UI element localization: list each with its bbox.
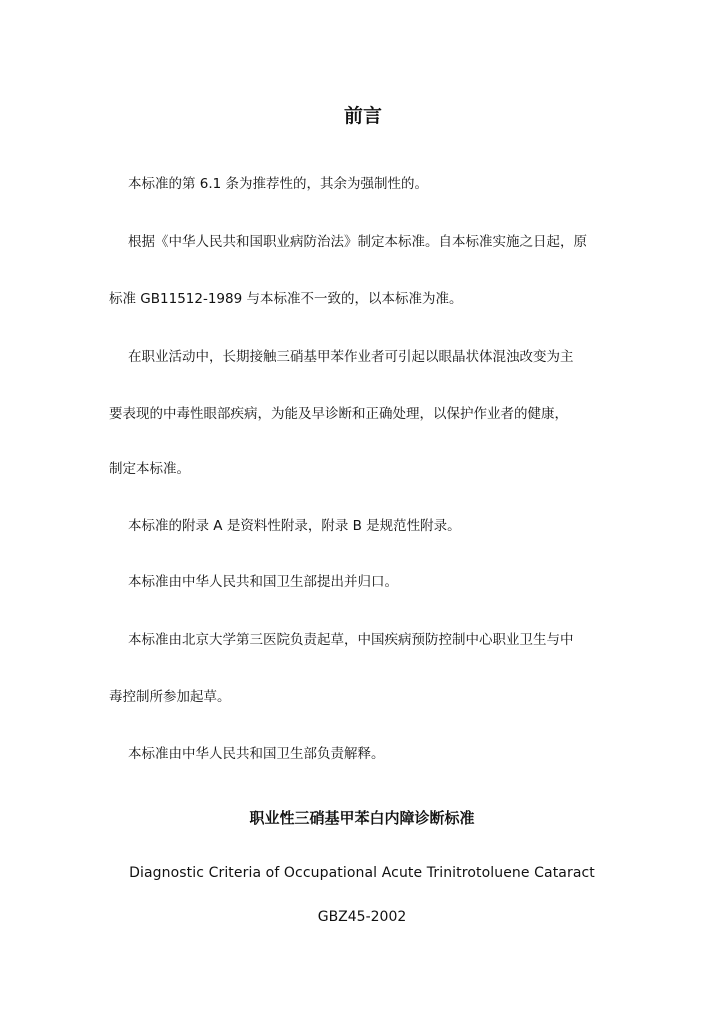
paragraph-line: 本标准由中华人民共和国卫生部提出并归口。: [128, 574, 398, 590]
paragraph-line: 本标准的附录 A 是资料性附录，附录 B 是规范性附录。: [128, 518, 461, 534]
preface-title: 前言: [343, 105, 382, 127]
paragraph-line: 在职业活动中，长期接触三硝基甲苯作业者可引起以眼晶状体混浊改变为主: [128, 349, 574, 365]
paragraph-line: 根据《中华人民共和国职业病防治法》制定本标准。自本标准实施之日起，原: [128, 234, 587, 250]
standard-code: GBZ45-2002: [317, 909, 407, 925]
paragraph-line: 标准 GB11512-1989 与本标准不一致的，以本标准为准。: [109, 291, 463, 307]
paragraph-line: 本标准的第 6.1 条为推荐性的，其余为强制性的。: [128, 176, 429, 192]
standard-title: 职业性三硝基甲苯白内障诊断标准: [249, 809, 475, 827]
paragraph-line: 制定本标准。: [109, 461, 190, 477]
paragraph-line: 要表现的中毒性眼部疾病，为能及早诊断和正确处理，以保护作业者的健康，: [109, 406, 568, 422]
paragraph-line: 毒控制所参加起草。: [109, 689, 231, 705]
english-title: Diagnostic Criteria of Occupational Acute Trinitrotoluene Cataract: [129, 865, 595, 881]
paragraph-line: 本标准由中华人民共和国卫生部负责解释。: [128, 746, 385, 762]
paragraph-line: 本标准由北京大学第三医院负责起草，中国疾病预防控制中心职业卫生与中: [128, 632, 574, 648]
